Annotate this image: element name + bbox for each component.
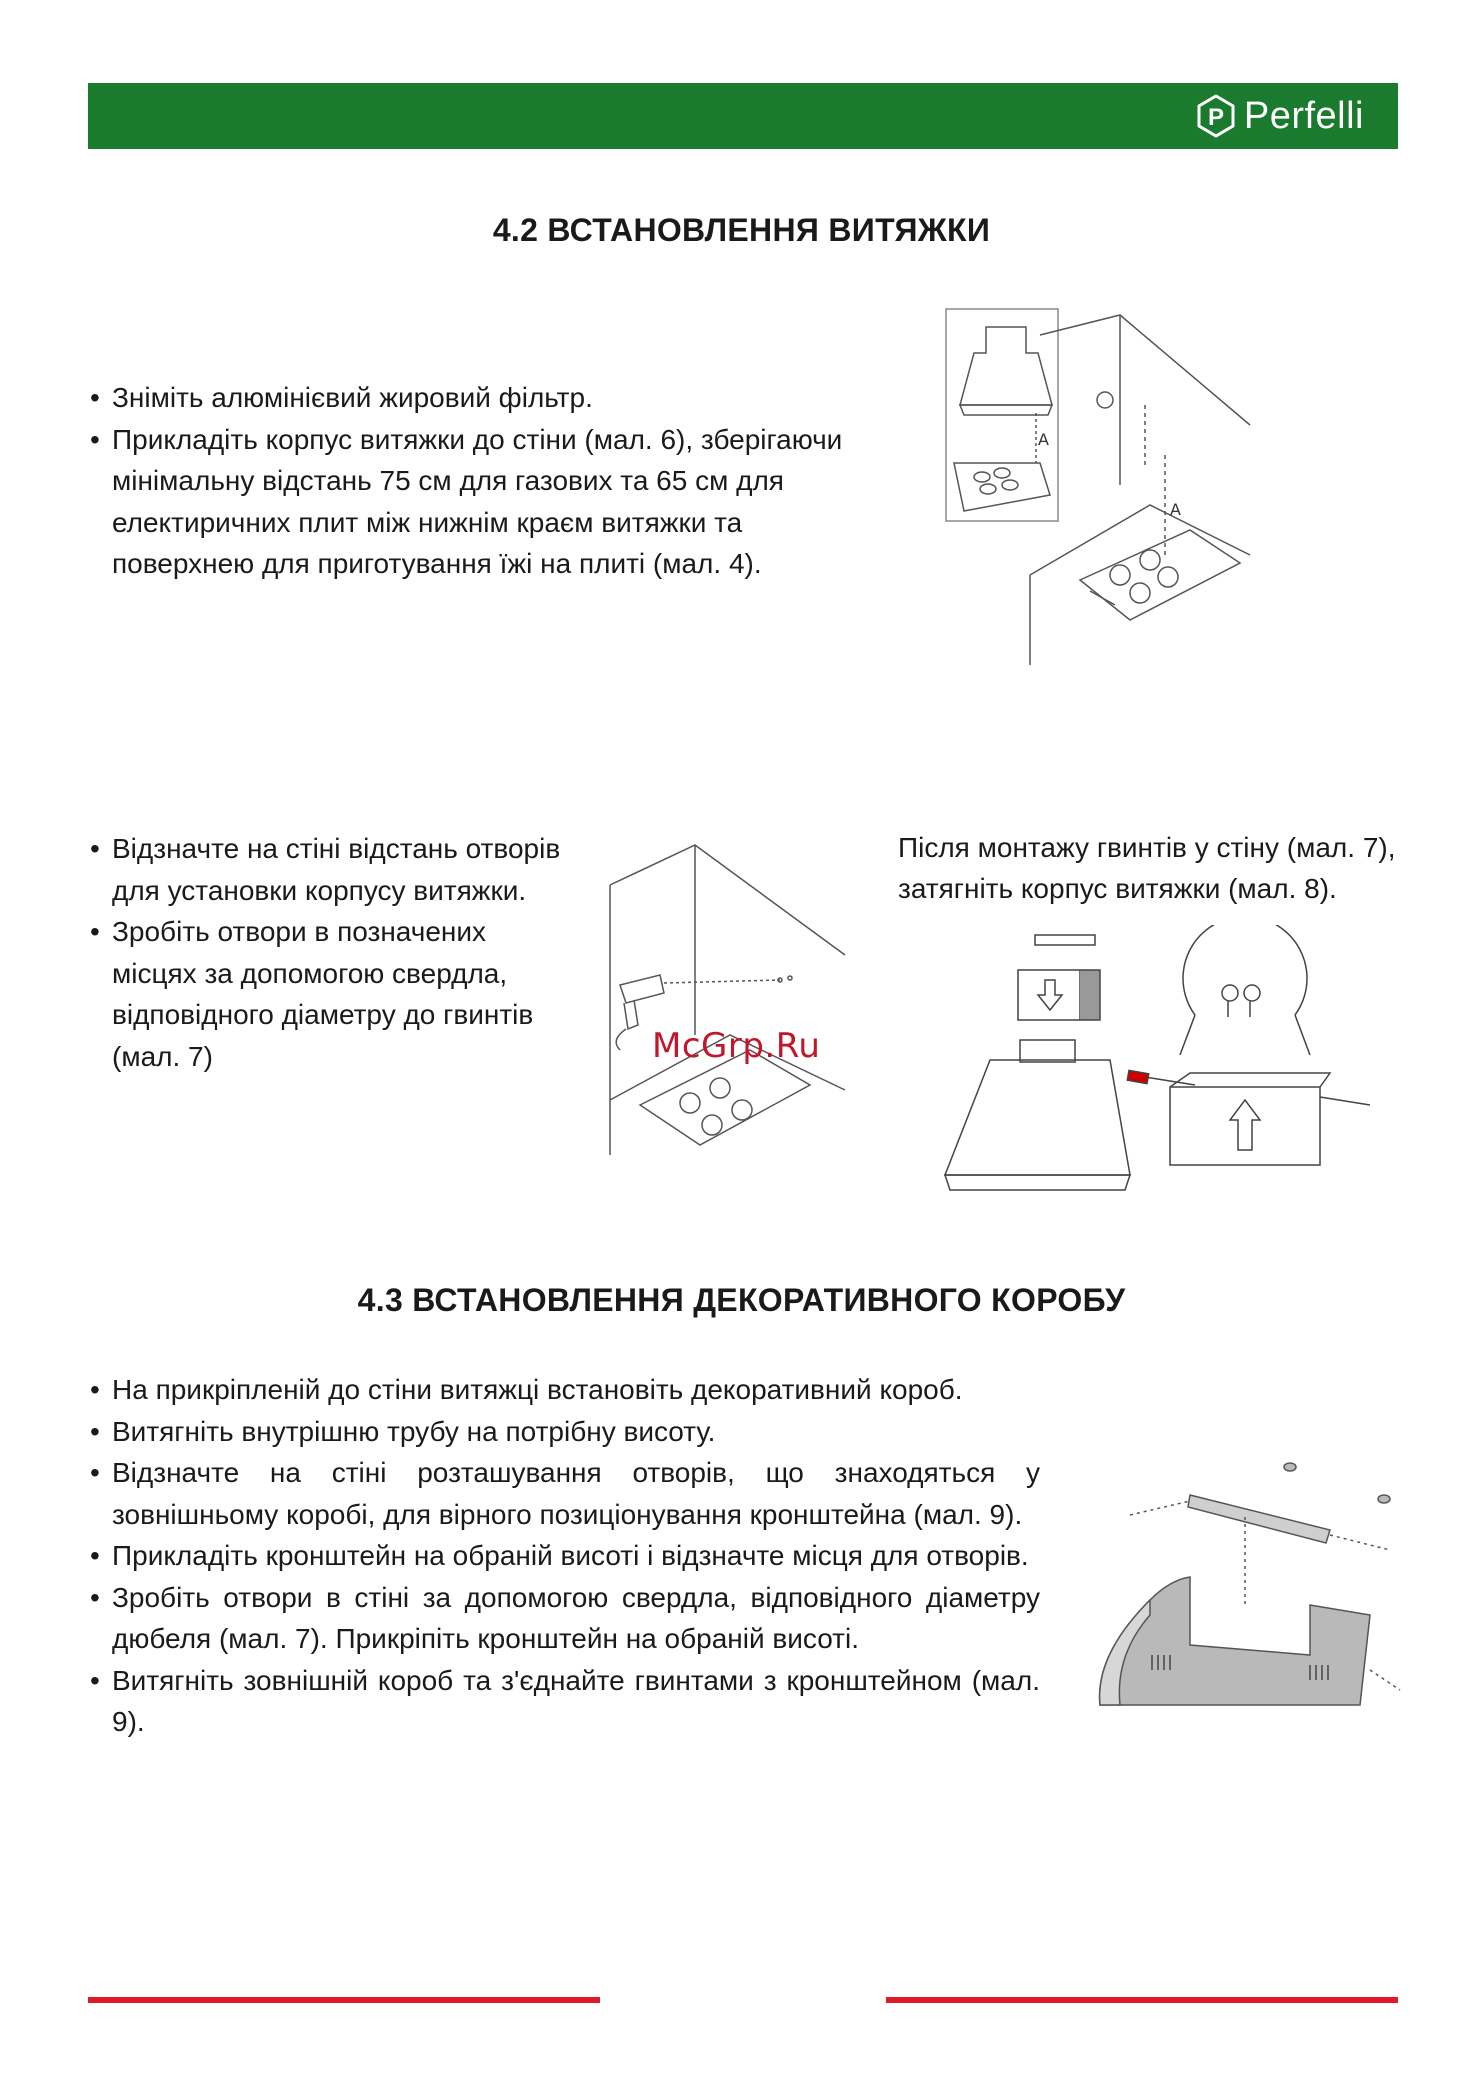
list-item: • На прикріпленій до стіни витяжці встановіть декоративний короб. bbox=[88, 1369, 1040, 1411]
hood-placement-figure bbox=[940, 305, 1260, 675]
footer-line-left bbox=[88, 1997, 600, 2003]
list-item: • Витягніть внутрішню трубу на потрібну висоту. bbox=[88, 1411, 1040, 1453]
footer-line-right bbox=[886, 1997, 1398, 2003]
section1-bullet-list bbox=[88, 377, 878, 585]
dimension-label: A bbox=[1038, 430, 1049, 449]
list-item: • Зробіть отвори в стіні за допомогою свердла, відповідного діаметру дюбеля (мал. 7). Прикріпіть кронштейн на обраній висоті. bbox=[88, 1577, 1040, 1660]
section2-bullet-list bbox=[88, 828, 568, 1077]
perfelli-logo-icon bbox=[1196, 94, 1236, 138]
list-item: • Зробіть отвори в позначених місцях за допомогою свердла, відповідного діаметру до гвинтів (мал. 7) bbox=[88, 911, 568, 1077]
section3-bullet-list bbox=[88, 1369, 1040, 1743]
brand-name: Perfelli bbox=[1243, 94, 1364, 137]
list-item: • Зніміть алюмінієвий жировий фільтр. bbox=[88, 377, 878, 419]
list-item: • Прикладіть кронштейн на обраній висоті і відзначте місця для отворів. bbox=[88, 1535, 1040, 1577]
list-item: • Відзначте на стіні відстань отворів для установки корпусу витяжки. bbox=[88, 828, 568, 911]
dimension-label: A bbox=[1170, 500, 1181, 519]
header-bar bbox=[88, 83, 1398, 149]
mounting-note: Після монтажу гвинтів у стіну (мал. 7), затягніть корпус витяжки (мал. 8). bbox=[898, 832, 1396, 904]
list-item: • Витягніть зовнішній короб та з'єднайте гвинтами з кронштейном (мал. 9). bbox=[88, 1660, 1040, 1743]
section-title-4-2: 4.2 ВСТАНОВЛЕННЯ ВИТЯЖКИ bbox=[492, 212, 991, 248]
list-item: • Прикладіть корпус витяжки до стіни (мал. 6), зберігаючи мінімальну відстань 75 см для газових та 65 см для електиричних плит між нижнім краєм витяжки та поверхнею для приготування їжі на плиті (мал. 4). bbox=[88, 419, 878, 585]
watermark: McGrp.Ru bbox=[652, 1026, 821, 1066]
hood-mounting-figure bbox=[930, 925, 1380, 1225]
drilling-figure bbox=[580, 835, 850, 1165]
brand bbox=[1196, 92, 1364, 140]
section-title-4-3: 4.3 ВСТАНОВЛЕННЯ ДЕКОРАТИВНОГО КОРОБУ bbox=[357, 1282, 1126, 1318]
list-item: • Відзначте на стіні розташування отворів, що знаходяться у зовнішньому коробі, для вірного позиціонування кронштейна (мал. 9). bbox=[88, 1452, 1040, 1535]
decorative-box-figure bbox=[1090, 1455, 1410, 1715]
svg-text:P: P bbox=[1207, 104, 1224, 131]
